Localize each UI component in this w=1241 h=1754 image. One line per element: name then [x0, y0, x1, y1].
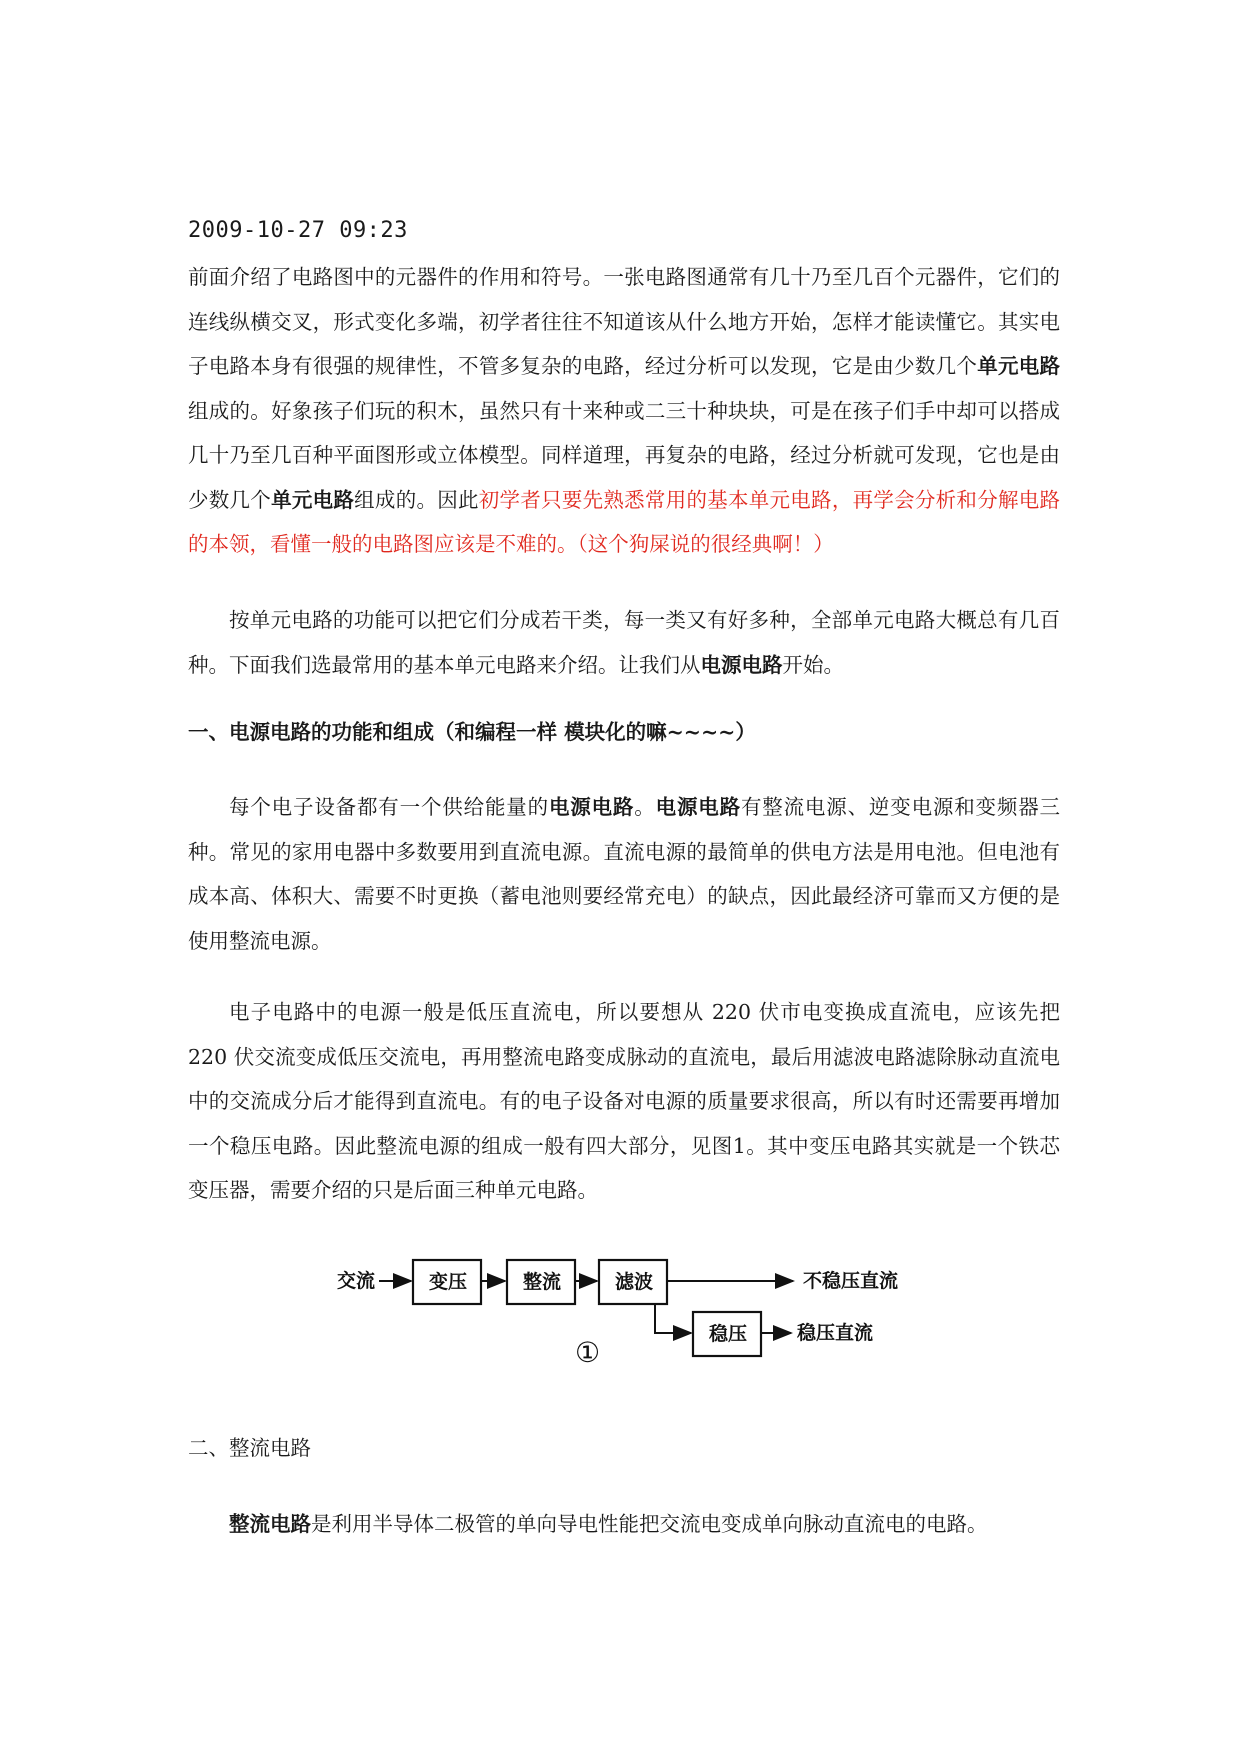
unit-circuit-term-1: 单元电路 — [977, 354, 1061, 378]
highlighted-remark: 初学者只要先熟悉常用的基本单元电路，再学会分析和分解电路的本领，看懂一般的电路图应该是不难的。（这个狗屎说的很经典啊！） — [188, 487, 1061, 556]
power-text-3: 有整流电源、逆变电源和变频器三种。常见的家用电器中多数要用到直流电源。直流电源的最简单的供电方法是用电池。但电池有成本高、体积大、需要不时更换（蓄电池则要经常充电）的缺点，因此最经济可靠而又方便的是使用整流电源。 — [188, 795, 1061, 953]
classification-paragraph — [188, 598, 1060, 687]
section-heading-2: 二、整流电路 — [188, 1436, 311, 1460]
rectifier-text: 是利用半导体二极管的单向导电性能把交流电变成单向脉动直流电的电路。 — [311, 1512, 988, 1536]
section-heading-1: 一、电源电路的功能和组成（和编程一样 模块化的嘛~~~~） — [188, 720, 756, 744]
power-circuit-term-2: 电源电路 — [655, 795, 741, 819]
unit-circuit-term-2: 单元电路 — [271, 487, 355, 512]
regulator-label: 稳压 — [709, 1323, 748, 1345]
power-text-2: 。 — [634, 795, 656, 819]
filter-label: 滤波 — [615, 1271, 654, 1293]
rectifier-circuit-term: 整流电路 — [229, 1512, 311, 1536]
power-supply-block-diagram — [325, 1250, 925, 1390]
rectifier-label: 整流 — [523, 1271, 562, 1293]
figure-caption: ① — [575, 1336, 601, 1369]
classification-text-1: 按单元电路的功能可以把它们分成若干类，每一类又有好多种，全部单元电路大概总有几百种。下面我们选最常用的基本单元电路来介绍。让我们从 — [188, 608, 1060, 677]
timestamp: 2009-10-27 09:23 — [188, 218, 408, 243]
intro-text-3: 组成的。因此 — [354, 487, 479, 512]
intro-text-2: 组成的。好象孩子们玩的积木，虽然只有十来种或二三十种块块，可是在孩子们手中却可以搭成几十乃至几百种平面图形或立体模型。同样道理，再复杂的电路，经过分析就可发现，它也是由少数几个 — [188, 398, 1060, 512]
intro-paragraph — [188, 255, 1060, 567]
classification-text-2: 开始。 — [782, 652, 844, 677]
intro-text-1: 前面介绍了电路图中的元器件的作用和符号。一张电路图通常有几十乃至几百个元器件，它们的连线纵横交叉，形式变化多端，初学者往往不知道该从什么地方开始，怎样才能读懂它。其实电子电路本身有很强的规律性，不管多复杂的电路，经过分析可以发现，它是由少数几个 — [188, 265, 1060, 378]
input-label: 交流 — [337, 1270, 376, 1292]
unregulated-output-label: 不稳压直流 — [803, 1270, 899, 1292]
transformer-label: 变压 — [429, 1271, 468, 1293]
power-circuit-paragraph — [188, 785, 1060, 963]
arrow-to-regulator — [655, 1304, 691, 1333]
power-circuit-term-1: 电源电路 — [548, 795, 635, 819]
rectifier-paragraph — [188, 1502, 1060, 1547]
power-circuit-term: 电源电路 — [700, 652, 783, 677]
regulated-output-label: 稳压直流 — [797, 1322, 874, 1344]
power-text-1: 每个电子设备都有一个供给能量的 — [229, 795, 549, 819]
low-voltage-paragraph: 电子电路中的电源一般是低压直流电，所以要想从 220 伏市电变换成直流电，应该先把 220 伏交流变成低压交流电，再用整流电路变成脉动的直流电，最后用滤波电路滤除脉动直流电中的交流成分后才能得到直流电。有的电子设备对电源的质量要求很高，所以有时还需要再增加一个稳压电路。因此整流电源的组成一般有四大部分，见图1。其中变压电路其实就是一个铁芯变压器，需要介绍的只是后面三种单元电路。 — [188, 1000, 1060, 1202]
